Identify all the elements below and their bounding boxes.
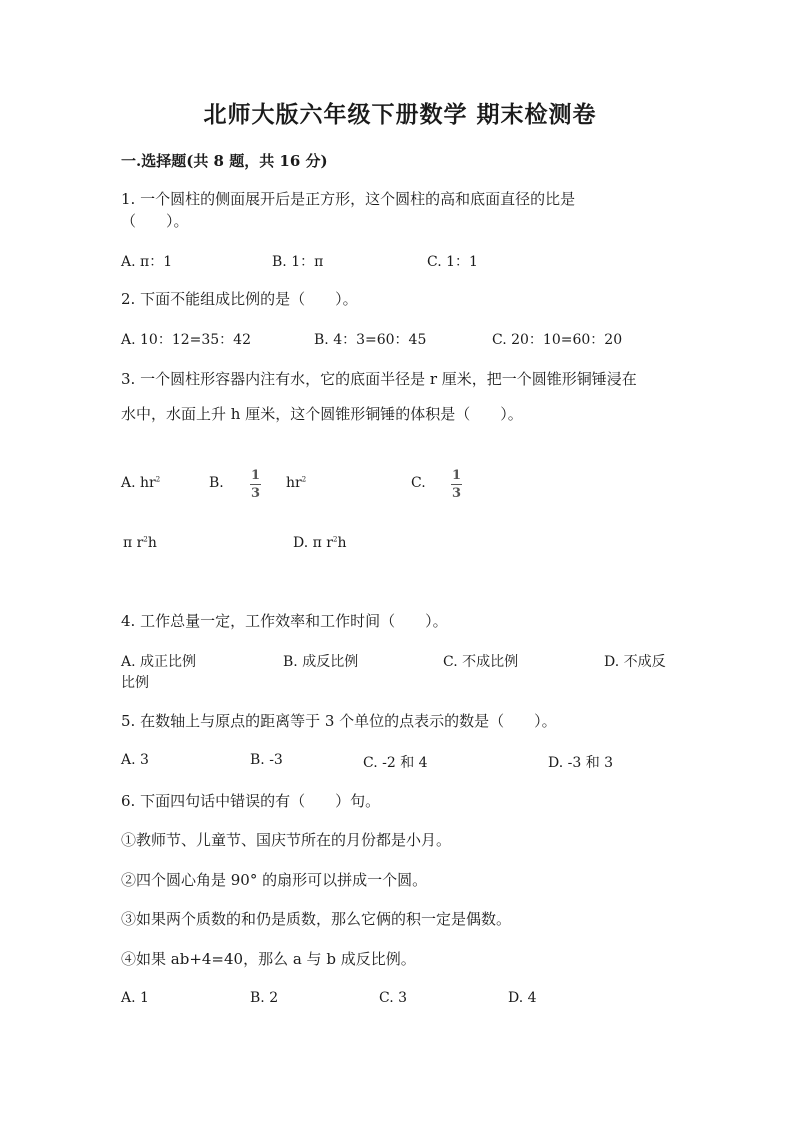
q4-option-b[interactable]: B. 成反比例 [283,654,359,670]
q4-option-a[interactable]: A. 成正比例 [121,654,197,670]
q3-option-b-fraction-bar [250,484,261,485]
q6-stem: 6. 下面四句话中错误的有（ ）句。 [121,792,381,810]
q5-option-a[interactable]: A. 3 [121,752,149,768]
q4-option-d[interactable]: D. 不成反 [604,654,666,670]
q3-option-c-label[interactable]: C. [411,475,426,491]
q3-stem-line2: 水中，水面上升 h 厘米，这个圆锥形铜锤的体积是（ ）。 [121,405,523,423]
q3-option-d-height: h [337,535,347,551]
q3-option-a-text: A. hr [121,475,156,491]
q5-option-d[interactable]: D. -3 和 3 [548,755,614,771]
q3-option-b-label[interactable]: B. [209,475,224,491]
q6-option-c[interactable]: C. 3 [379,990,408,1006]
exam-title: 北师大版六年级下册数学 期末检测卷 [203,101,597,128]
q3-stem-line1: 3. 一个圆柱形容器内注有水，它的底面半径是 r 厘米，把一个圆锥形铜锤浸在 [121,370,637,388]
q3-option-c-fraction [451,469,462,500]
q5-stem: 5. 在数轴上与原点的距离等于 3 个单位的点表示的数是（ ）。 [121,712,557,730]
q3-option-c-denominator: 3 [451,486,462,501]
q3-option-a-exponent: 2 [155,475,161,484]
q1-stem-line2: （ ）。 [121,212,189,230]
q4-option-c[interactable]: C. 不成比例 [443,654,519,670]
q2-option-b[interactable]: B. 4：3=60：45 [314,332,427,348]
q3-option-c-text: π r [123,535,144,551]
q3-option-c-term [123,535,157,551]
q5-option-b[interactable]: B. -3 [250,752,283,768]
q3-option-d-text: D. π r [293,535,333,551]
q6-statement-2: ②四个圆心角是 90° 的扇形可以拼成一个圆。 [121,871,428,889]
q3-option-b-fraction [250,469,261,500]
q1-stem-line1: 1. 一个圆柱的侧面展开后是正方形，这个圆柱的高和底面直径的比是 [121,190,576,208]
q1-option-c[interactable]: C. 1：1 [427,254,478,270]
q4-stem: 4. 工作总量一定，工作效率和工作时间（ ）。 [121,612,448,630]
q4-option-d-wrap: 比例 [121,675,149,691]
q2-option-a[interactable]: A. 10：12=35：42 [121,332,251,348]
section-heading: 一.选择题(共 8 题，共 16 分) [121,152,328,170]
q3-option-c-fraction-bar [451,484,462,485]
q3-option-b-denominator: 3 [250,486,261,501]
q6-option-b[interactable]: B. 2 [250,990,279,1006]
q3-option-a[interactable] [121,475,160,491]
q3-option-b-term [286,475,306,491]
q3-option-c-height: h [147,535,157,551]
q1-option-a[interactable]: A. π：1 [121,254,173,270]
q3-option-c-numerator: 1 [451,468,462,483]
q5-option-c[interactable]: C. -2 和 4 [363,755,428,771]
q3-option-b-text: hr [286,475,302,491]
q6-statement-3: ③如果两个质数的和仍是质数，那么它俩的积一定是偶数。 [121,910,512,928]
q6-statement-1: ①教师节、儿童节、国庆节所在的月份都是小月。 [121,831,452,849]
q2-option-c[interactable]: C. 20：10=60：20 [492,332,623,348]
q1-option-b[interactable]: B. 1：π [272,254,324,270]
q6-statement-4: ④如果 ab+4=40，那么 a 与 b 成反比例。 [121,950,416,968]
q2-stem: 2. 下面不能组成比例的是（ ）。 [121,290,358,308]
q3-option-d[interactable] [293,535,346,551]
q6-option-d[interactable]: D. 4 [508,990,537,1006]
q6-option-a[interactable]: A. 1 [121,990,149,1006]
q3-option-b-exponent: 2 [301,475,307,484]
q3-option-b-numerator: 1 [250,468,261,483]
q3-option-d-exponent: 2 [332,535,338,544]
q3-option-c-exponent: 2 [143,535,148,544]
